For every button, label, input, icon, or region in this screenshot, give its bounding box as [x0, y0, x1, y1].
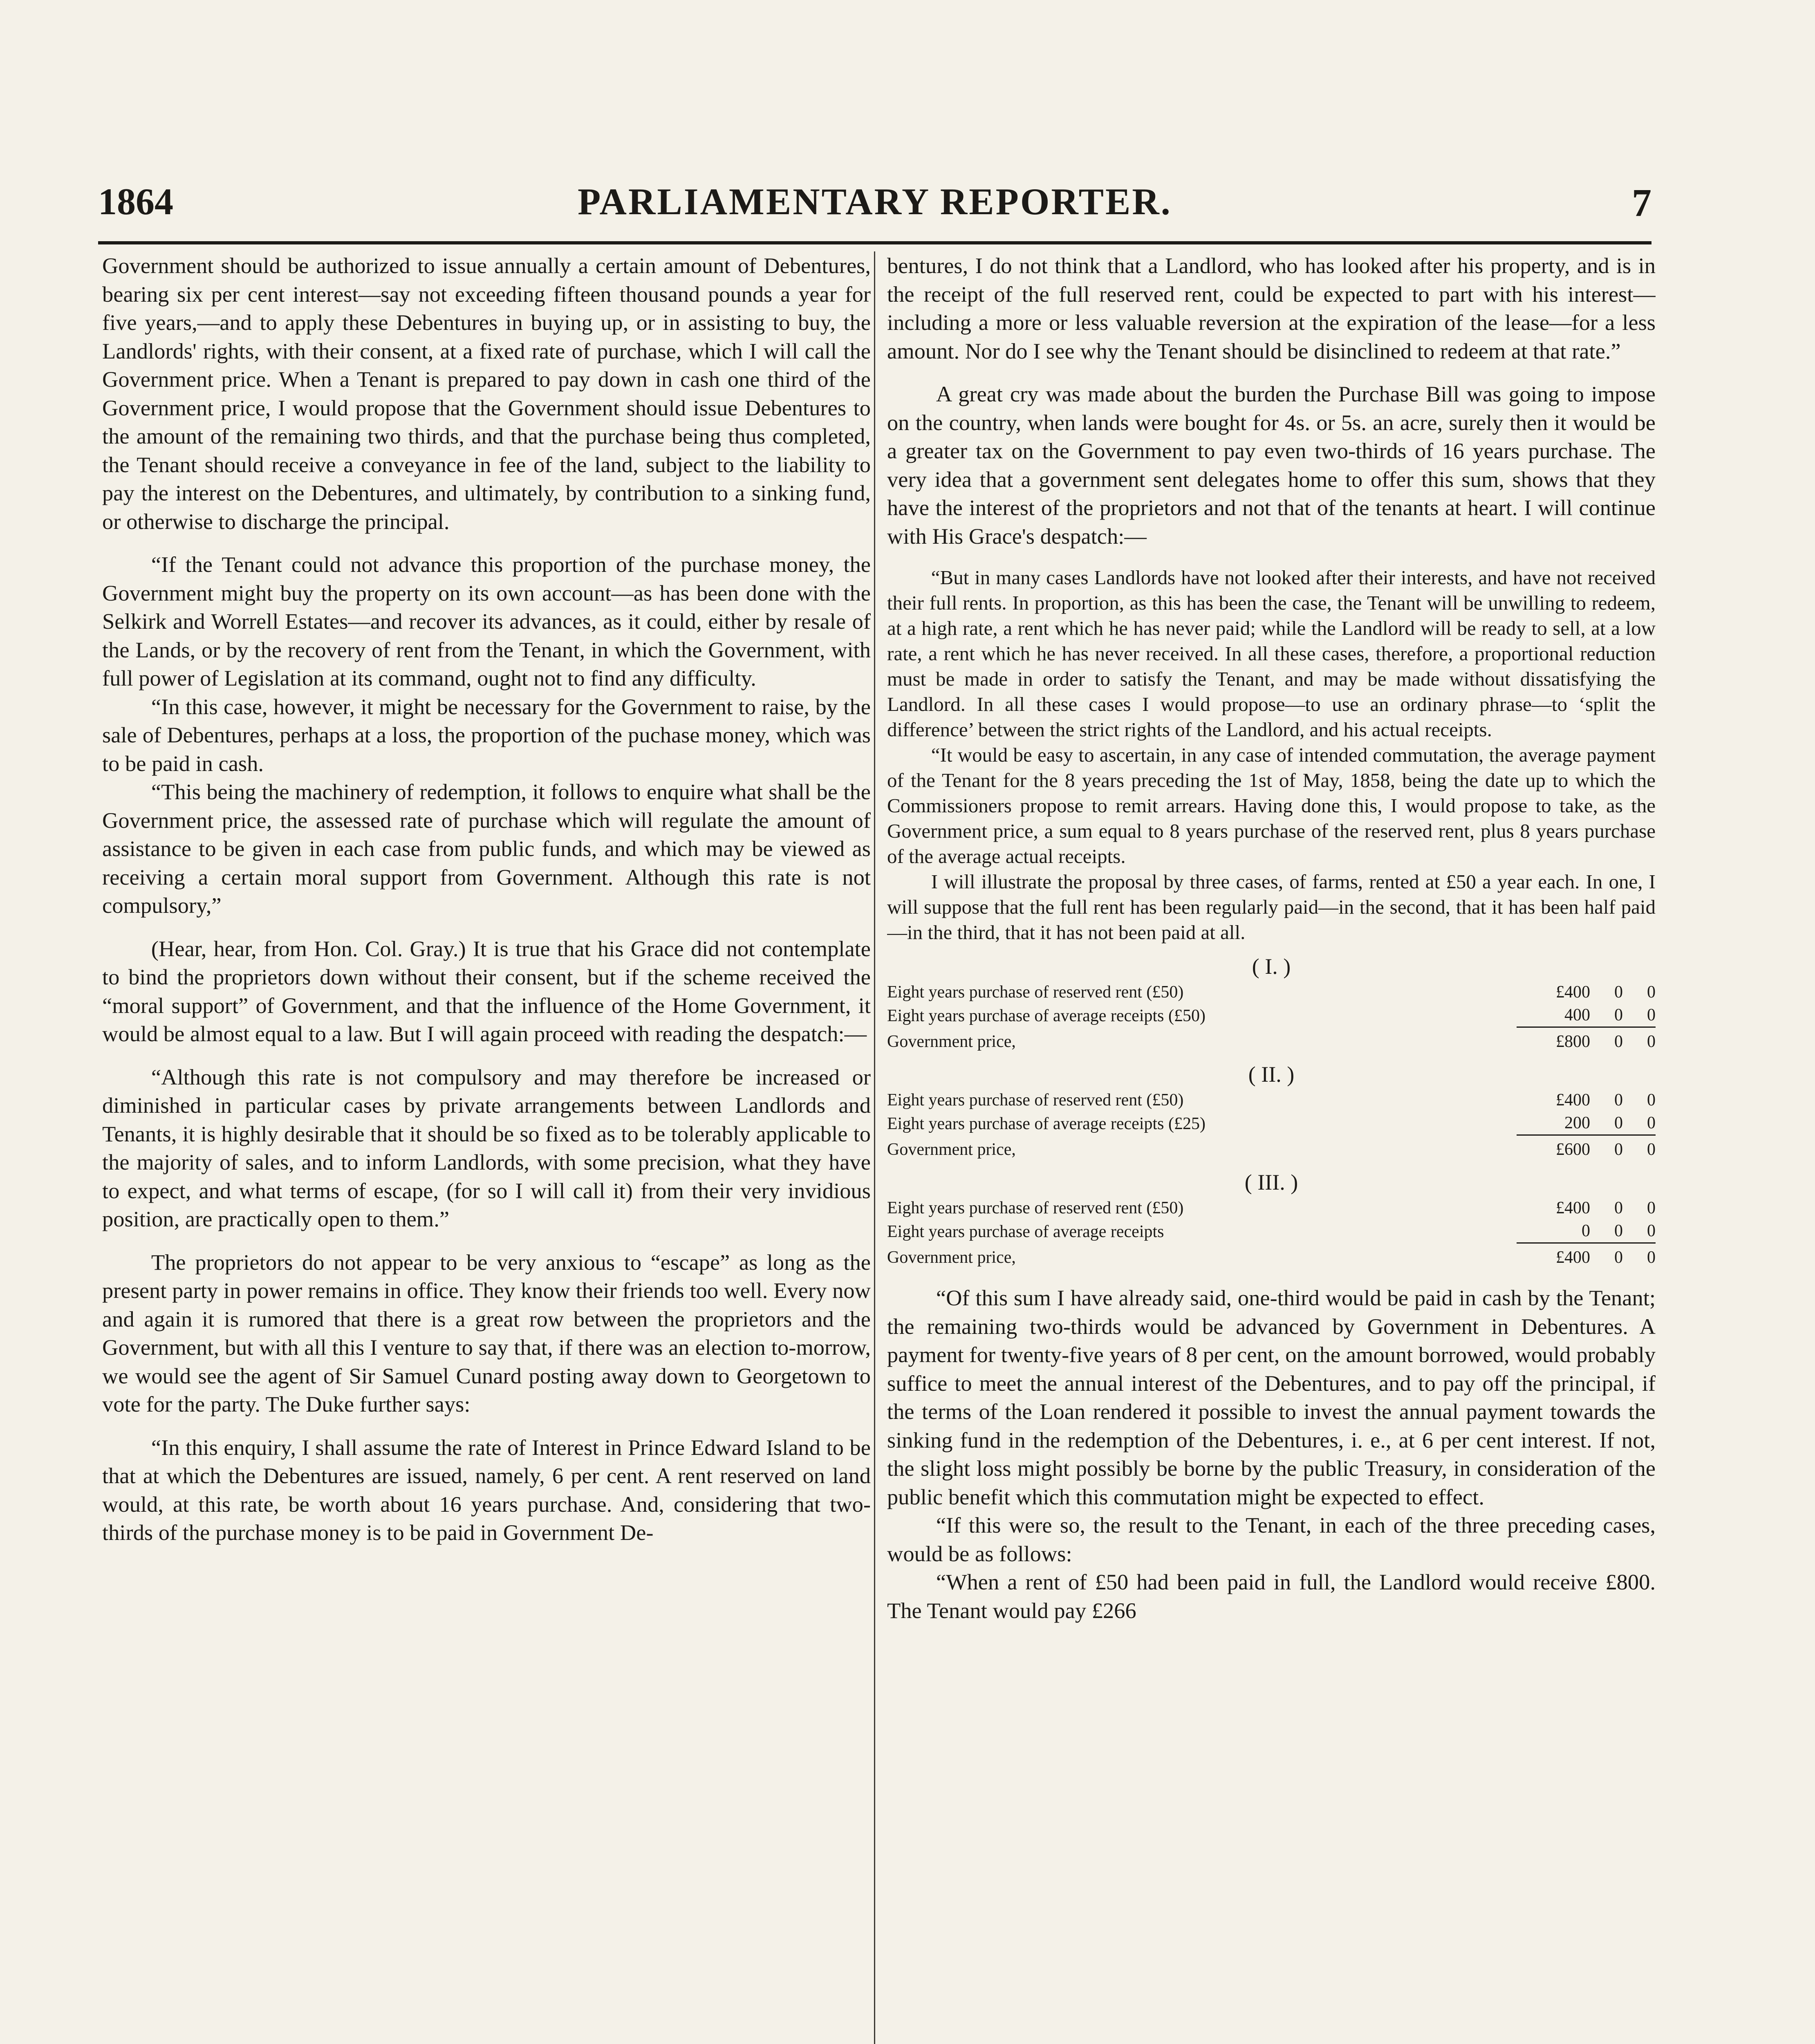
- header-year: 1864: [98, 181, 173, 222]
- left-column: [102, 251, 871, 2044]
- paragraph: “In this case, however, it might be necessary for the Government to raise, by the sale of Debentures, perhaps at a loss, the proportion of the puchase money, which was to be paid in cash.: [102, 694, 871, 776]
- paragraph: “If this were so, the result to the Tenant, in each of the three preceding cases, would be as follows:: [887, 1513, 1656, 1566]
- paragraph: “In this enquiry, I shall assume the rate of Interest in Prince Edward Island to be that at which the Debentures are issued, namely, 6 per cent. A rent reserved on land would, at this rate, be worth about 16 years purchase. And, considering that two-thirds of the purchase money is to be paid in Government De-: [102, 1434, 871, 1545]
- case-title: ( II. ): [1248, 1062, 1295, 1087]
- case-three: [887, 1168, 1656, 1269]
- page-header: [98, 180, 1651, 229]
- paragraph: “This being the machinery of redemption, it follows to enquire what shall be the Government price, the assessed rate of purchase which will regulate the amount of assistance to be given in each case from public funds, and which may be viewed as receiving a certain moral support from Government. Although this rate is not compulsory,”: [102, 779, 871, 918]
- paragraph: “If the Tenant could not advance this proportion of the purchase money, the Government might buy the property on its own account—as has been done with the Selkirk and Worrell Estates—and recover its advances, as it could, either by resale of the Lands, or by the recovery of rent from the Tenant, in which the Government, with full power of Legislation at its command, ought not to find any difficulty.: [102, 552, 871, 690]
- table-row: Eight years purchase of average receipts (£50) 400 0 0: [887, 1006, 1656, 1025]
- paragraph: The proprietors do not appear to be very anxious to “escape” as long as the present party in power remains in office. They know their friends too well. Every now and again it is rumored that there is a great row between the proprietors and the Government, but with all this I venture to say that, if there was an election to-morrow, we would see the agent of Sir Samuel Cunard posting away down to Georgetown to vote for the party. The Duke further says:: [102, 1249, 871, 1416]
- despatch-quote-paragraph: “It would be easy to ascertain, in any case of intended commutation, the average payment of the Tenant for the 8 years preceding the 1st of May, 1858, being the date up to which the Commissioners propose to remit arrears. Having done this, I would propose to take, as the Government price, a sum equal to 8 years purchase of the reserved rent, plus 8 years purchase of the average actual receipts.: [887, 744, 1656, 867]
- paragraph: “When a rent of £50 had been paid in full, the Landlord would receive £800. The Tenant would pay £266: [887, 1569, 1656, 1623]
- right-column: [887, 251, 1656, 2044]
- table-row: Eight years purchase of reserved rent (£50) £400 0 0: [887, 983, 1656, 1002]
- case-table: [887, 1089, 1656, 1161]
- paragraph: “Of this sum I have already said, one-third would be paid in cash by the Tenant; the remaining two-thirds would be advanced by Government in Debentures. A payment for twenty-five years of 8 per cent, on the amount borrowed, would probably suffice to meet the annual interest of the Debentures, and to pay off the principal, if the terms of the Loan rendered it possible to invest the annual payment towards the sinking fund in the redemption of the Debentures, i. e., at 6 per cent interest. If not, the slight loss might possibly be borne by the public Treasury, in consideration of the public benefit which this commutation might be expected to effect.: [887, 1285, 1656, 1509]
- paragraph: bentures, I do not think that a Landlord, who has looked after his property, and is in the receipt of the full reserved rent, could be expected to part with his interest—including a more or less valuable reversion at the expiration of the lease—for a less amount. Nor do I see why the Tenant should be disinclined to redeem at that rate.”: [887, 253, 1656, 363]
- column-divider: [874, 251, 875, 2044]
- header-page-number: 7: [1632, 181, 1651, 224]
- total-row: Government price, £400 0 0: [887, 1243, 1656, 1269]
- illustration-intro: I will illustrate the proposal by three cases, of farms, rented at £50 a year each. In one, I will suppose that the full rent has been regularly paid—in the second, that it has been half paid—in the third, that it has not been paid at all.: [887, 870, 1656, 944]
- case-one: [887, 953, 1656, 1053]
- table-row: Eight years purchase of reserved rent (£50) £400 0 0: [887, 1091, 1656, 1109]
- case-table: [887, 981, 1656, 1053]
- paragraph: Government should be authorized to issue annually a certain amount of Debentures, bearing six per cent interest—say not exceeding fifteen thousand pounds a year for five years,—and to apply these Debentures in buying up, or in assisting to buy, the Landlords' rights, with their consent, at a fixed rate of purchase, which I will call the Government price. When a Tenant is prepared to pay down in cash one third of the Government price, I would propose that the Government should issue Debentures to the amount of the remaining two thirds, and that the purchase being thus completed, the Tenant should receive a conveyance in fee of the land, subject to the liability to pay the interest on the Debentures, and ultimately, by contribution to a sinking fund, or otherwise to discharge the principal.: [102, 253, 871, 534]
- table-row: Eight years purchase of average receipts (£25) 200 0 0: [887, 1114, 1656, 1133]
- case-title: ( I. ): [1252, 954, 1291, 979]
- case-table: [887, 1197, 1656, 1269]
- paragraph: A great cry was made about the burden the Purchase Bill was going to impose on the country, when lands were bought for 4s. or 5s. an acre, surely then it would be a greater tax on the Government to pay even two-thirds of 16 years purchase. The very idea that a government sent delegates home to offer this sum, shows that they have the interest of the proprietors and not that of the tenants at heart. I will continue with His Grace's despatch:—: [887, 381, 1656, 549]
- despatch-quote-paragraph: “But in many cases Landlords have not looked after their interests, and have not received their full rents. In proportion, as this has been the case, the Tenant will be unwilling to redeem, at a high rate, a rent which he has never paid; while the Landlord will be ready to sell, at a low rate, a rent which he has never received. In all these cases, therefore, a proportional reduction must be made in order to satisfy the Tenant, and may be made without dissatisfying the Landlord. In all these cases I would propose—to use an ordinary phrase—to ‘split the difference’ between the strict rights of the Landlord, and his actual receipts.: [887, 566, 1656, 741]
- total-row: Government price, £800 0 0: [887, 1027, 1656, 1053]
- header-rule: [98, 241, 1651, 244]
- paragraph: (Hear, hear, from Hon. Col. Gray.) It is true that his Grace did not contemplate to bind the proprietors down without their consent, but if the scheme received the “moral support” of Government, and that the influence of the Home Government, it would be almost equal to a law. But I will again proceed with reading the despatch:—: [102, 936, 871, 1046]
- total-row: Government price, £600 0 0: [887, 1135, 1656, 1161]
- case-title: ( III. ): [1244, 1170, 1298, 1195]
- paragraph: “Although this rate is not compulsory and may therefore be increased or diminished in particular cases by private arrangements between Landlords and Tenants, it is highly desirable that it should be so fixed as to be tolerably applicable to the majority of sales, and to inform Landlords, with some precision, what they have to expect, and what terms of escape, (for so I will call it) from their very invidious position, are practically open to them.”: [102, 1064, 871, 1231]
- case-two: [887, 1060, 1656, 1161]
- header-title: PARLIAMENTARY REPORTER.: [578, 181, 1172, 222]
- table-row: Eight years purchase of reserved rent (£50) £400 0 0: [887, 1199, 1656, 1217]
- table-row: Eight years purchase of average receipts 0 0 0: [887, 1221, 1656, 1241]
